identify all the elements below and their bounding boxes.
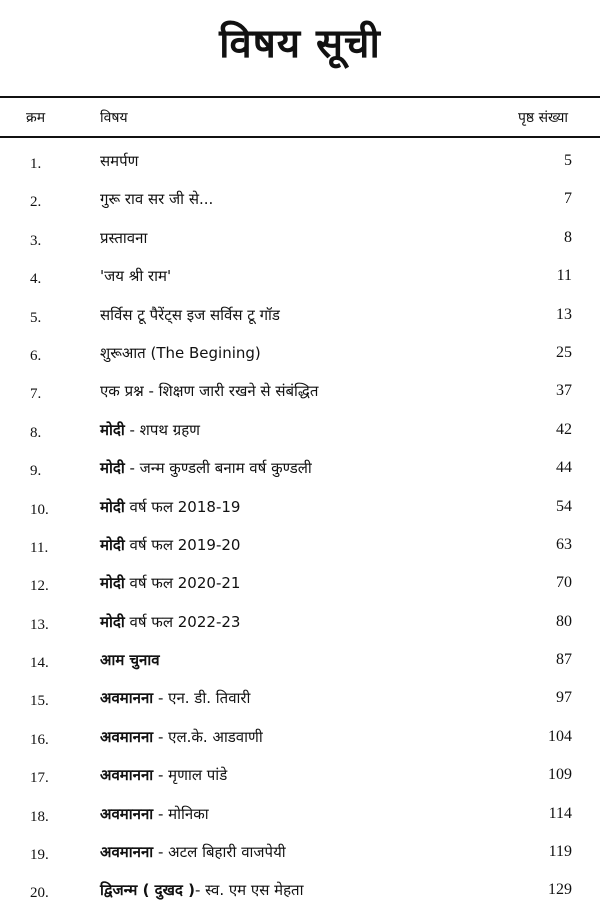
list-item — [0, 488, 600, 526]
item-number: 9. — [30, 463, 42, 480]
item-subject-bold: द्विजन्म ( दुखद ) — [100, 881, 195, 900]
item-subject-text: शुरूआत (The Begining) — [100, 343, 261, 362]
item-subject — [100, 342, 261, 364]
item-subject-bold: अवमानना — [100, 843, 154, 862]
item-subject-text: सर्विस टू पैरेंट्स इज सर्विस टू गॉड — [100, 305, 280, 324]
item-number: 5. — [30, 309, 42, 326]
item-page-number: 114 — [548, 804, 572, 822]
item-subject-text: वर्ष फल 2019-20 — [124, 535, 241, 554]
item-page-number: 37 — [556, 382, 572, 400]
header-page-number: पृष्ठ संख्या — [517, 110, 568, 126]
list-item — [0, 142, 600, 180]
list-item — [0, 257, 600, 295]
item-subject — [100, 649, 160, 671]
item-subject-bold: मोदी — [100, 535, 125, 554]
list-item — [0, 334, 600, 372]
list-item — [0, 526, 600, 564]
item-number: 3. — [30, 232, 42, 249]
item-page-number: 42 — [556, 420, 572, 438]
item-subject-text: - मृणाल पांडे — [153, 766, 228, 785]
item-page-number: 13 — [556, 305, 572, 323]
item-page-number: 119 — [548, 843, 572, 861]
list-item — [0, 411, 600, 449]
item-page-number: 8 — [564, 228, 572, 246]
item-page-number: 11 — [556, 267, 572, 285]
list-item — [0, 756, 600, 794]
item-subject — [100, 188, 213, 210]
item-subject-text: 'जय श्री राम' — [100, 267, 172, 286]
item-subject-bold: मोदी — [100, 459, 125, 478]
item-page-number: 7 — [564, 190, 572, 208]
list-item — [0, 641, 600, 679]
item-subject-text: समर्पण — [100, 152, 139, 170]
item-number: 6. — [30, 347, 42, 364]
item-subject — [100, 879, 303, 901]
item-number: 7. — [30, 386, 42, 403]
item-page-number: 87 — [556, 651, 572, 669]
item-subject — [100, 150, 138, 172]
item-number: 4. — [30, 271, 42, 288]
item-subject — [100, 841, 286, 863]
list-item — [0, 795, 600, 833]
item-number: 1. — [30, 156, 42, 172]
item-subject-text: - मोनिका — [153, 804, 209, 823]
item-subject — [100, 803, 209, 825]
header-subject: विषय — [100, 110, 128, 126]
item-subject — [100, 726, 263, 748]
list-item — [0, 219, 600, 257]
list-item — [0, 372, 600, 410]
item-subject — [100, 611, 240, 633]
item-subject-text: - शपथ ग्रहण — [124, 420, 201, 439]
item-page-number: 104 — [548, 727, 572, 745]
item-subject — [100, 457, 312, 479]
list-item — [0, 871, 600, 909]
item-number: 2. — [30, 194, 42, 211]
item-page-number: 109 — [548, 766, 572, 784]
item-subject-bold: मोदी — [100, 420, 125, 439]
list-item — [0, 718, 600, 756]
item-number: 19. — [30, 847, 49, 864]
item-subject-text: - जन्म कुण्डली बनाम वर्ष कुण्डली — [124, 459, 312, 478]
item-page-number: 97 — [556, 689, 572, 707]
item-subject-text: - एन. डी. तिवारी — [153, 689, 251, 708]
item-subject — [100, 227, 147, 249]
item-subject — [100, 380, 318, 402]
item-subject-text: वर्ष फल 2022-23 — [124, 612, 241, 631]
item-page-number: 80 — [556, 612, 572, 630]
item-subject-bold: अवमानना — [100, 727, 154, 746]
item-number: 16. — [30, 731, 49, 748]
item-subject-bold: मोदी — [100, 574, 125, 593]
list-item — [0, 449, 600, 487]
item-subject — [100, 419, 200, 441]
item-subject-text: गुरू राव सर जी से... — [100, 190, 214, 209]
item-subject-text: प्रस्तावना — [100, 228, 148, 247]
item-page-number: 129 — [548, 881, 572, 899]
item-number: 15. — [30, 693, 49, 710]
item-subject-text: वर्ष फल 2018-19 — [124, 497, 241, 516]
item-subject — [100, 687, 250, 709]
item-number: 12. — [30, 578, 49, 595]
item-number: 20. — [30, 885, 49, 902]
item-subject-bold: अवमानना — [100, 804, 154, 823]
item-subject-bold: मोदी — [100, 612, 125, 631]
table-header — [0, 96, 600, 138]
item-number: 17. — [30, 770, 49, 787]
item-number: 10. — [30, 501, 49, 518]
item-number: 18. — [30, 808, 49, 825]
item-subject-text: - स्व. एम एस मेहता — [194, 881, 304, 900]
item-subject-bold: अवमानना — [100, 689, 154, 708]
item-number: 11. — [30, 539, 49, 556]
item-subject-bold: मोदी — [100, 497, 125, 516]
item-subject-bold: आम चुनाव — [100, 651, 160, 670]
list-item — [0, 833, 600, 871]
item-subject-bold: अवमानना — [100, 766, 154, 785]
item-number: 8. — [30, 424, 42, 441]
list-item — [0, 296, 600, 334]
item-number: 13. — [30, 616, 49, 633]
header-serial-number: क्रम — [26, 110, 46, 126]
item-subject-text: एक प्रश्न - शिक्षण जारी रखने से संबंद्धित — [100, 382, 319, 401]
list-item — [0, 603, 600, 641]
page-title: विषय सूची — [219, 21, 381, 67]
item-page-number: 70 — [556, 574, 572, 592]
list-item — [0, 679, 600, 717]
list-item — [0, 180, 600, 218]
list-item — [0, 564, 600, 602]
item-page-number: 44 — [556, 459, 572, 477]
item-page-number: 63 — [556, 535, 572, 553]
item-page-number: 25 — [556, 343, 572, 361]
item-subject-text: - एल.के. आडवाणी — [153, 727, 263, 746]
item-subject — [100, 534, 240, 556]
item-subject — [100, 572, 240, 594]
item-subject — [100, 764, 227, 786]
item-number: 14. — [30, 655, 49, 672]
contents-list — [0, 142, 600, 910]
item-subject — [100, 265, 171, 287]
item-subject — [100, 496, 240, 518]
item-subject-text: वर्ष फल 2020-21 — [124, 574, 241, 593]
item-subject — [100, 304, 280, 326]
item-subject-text: - अटल बिहारी वाजपेयी — [153, 843, 286, 862]
item-page-number: 54 — [556, 497, 572, 515]
item-page-number: 5 — [564, 152, 572, 169]
